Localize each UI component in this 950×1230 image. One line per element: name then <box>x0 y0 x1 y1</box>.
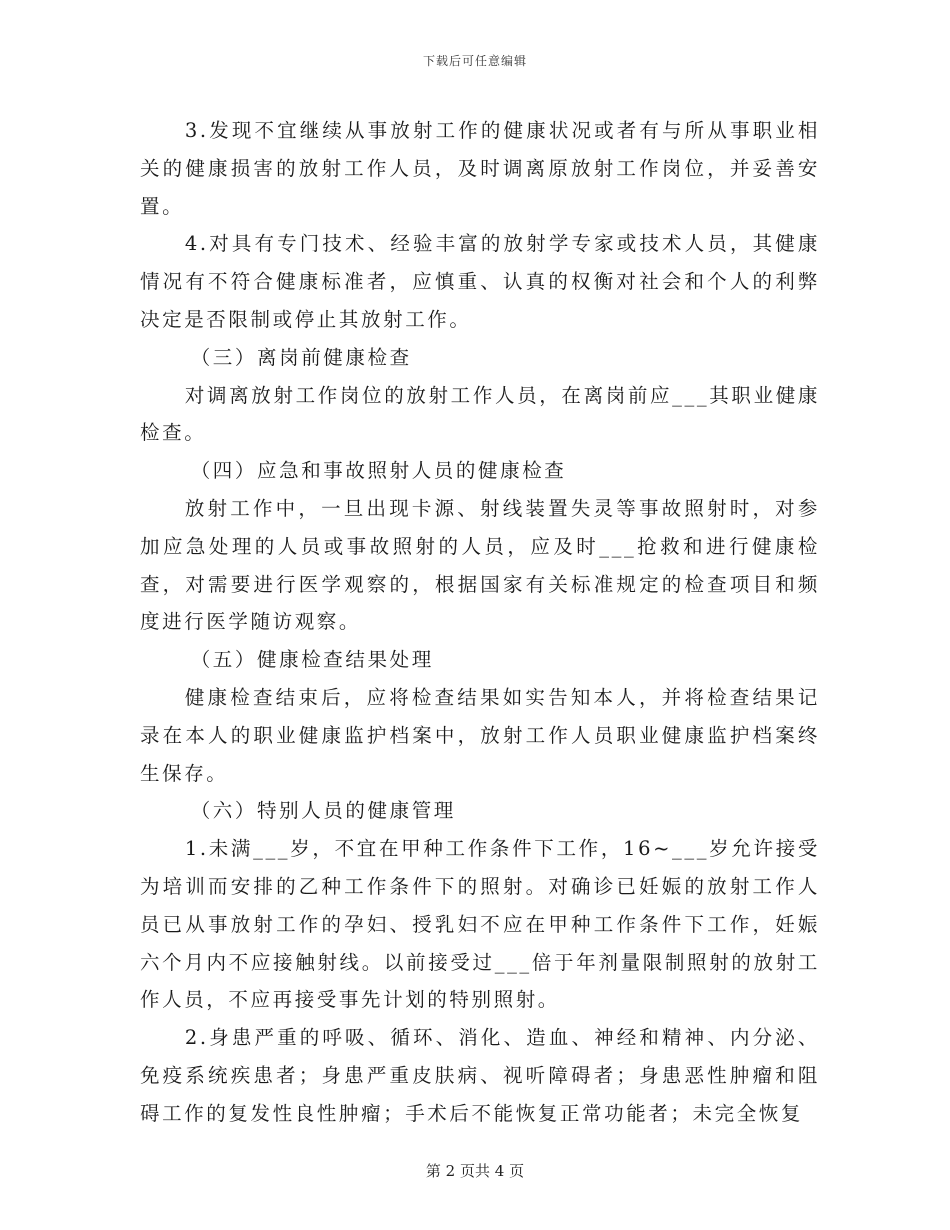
section-heading-3: （三）离岗前健康检查 <box>190 345 412 369</box>
section-heading-4: （四）应急和事故照射人员的健康检查 <box>190 459 567 483</box>
section-heading-6: （六）特别人员的健康管理 <box>190 799 456 823</box>
paragraph-item-4: 4.对具有专门技术、经验丰富的放射学专家或技术人员，其健康情况有不符合健康标准者，应慎重、认真的权衡对社会和个人的利弊决定是否限制或停止其放射工作。 <box>140 232 820 331</box>
paragraph-body: 健康检查结束后，应将检查结果如实告知本人，并将检查结果记录在本人的职业健康监护档案中，放射工作人员职业健康监护档案终生保存。 <box>140 685 820 785</box>
paragraph-body: 对调离放射工作岗位的放射工作人员，在离岗前应___其职业健康检查。 <box>140 383 820 445</box>
section-heading-5: （五）健康检查结果处理 <box>190 648 434 672</box>
paragraph-item-3: 3.发现不宜继续从事放射工作的健康状况或者有与所从事职业相关的健康损害的放射工作人员，及时调离原放射工作岗位，并妥善安置。 <box>140 119 820 218</box>
page-header: 下载后可任意编辑 <box>422 54 527 68</box>
document-body <box>140 112 820 1133</box>
paragraph-item-2: 2.身患严重的呼吸、循环、消化、造血、神经和精神、内分泌、免疫系统疾患者；身患严重皮肤病、视听障碍者；身患恶性肿瘤和阻碍工作的复发性良性肿瘤；手术后不能恢复正常功能者；未完全恢复 <box>140 1026 820 1125</box>
paragraph-body: 放射工作中，一旦出现卡源、射线装置失灵等事故照射时，对参加应急处理的人员或事故照射的人员，应及时___抢救和进行健康检查，对需要进行医学观察的，根据国家有关标准规定的检查项目和频度进行医学随访观察。 <box>140 496 820 634</box>
paragraph-item-1: 1.未满___岁，不宜在甲种工作条件下工作，16~___岁允许接受为培训而安排的乙种工作条件下的照射。对确诊已妊娠的放射工作人员已从事放射工作的孕妇、授乳妇不应在甲种工作条件下工作，妊娠六个月内不应接触射线。以前接受过___倍于年剂量限制照射的放射工作人员，不应再接受事先计划的特别照射。 <box>140 837 820 1012</box>
page-number-footer: 第 2 页共 4 页 <box>425 1162 525 1180</box>
